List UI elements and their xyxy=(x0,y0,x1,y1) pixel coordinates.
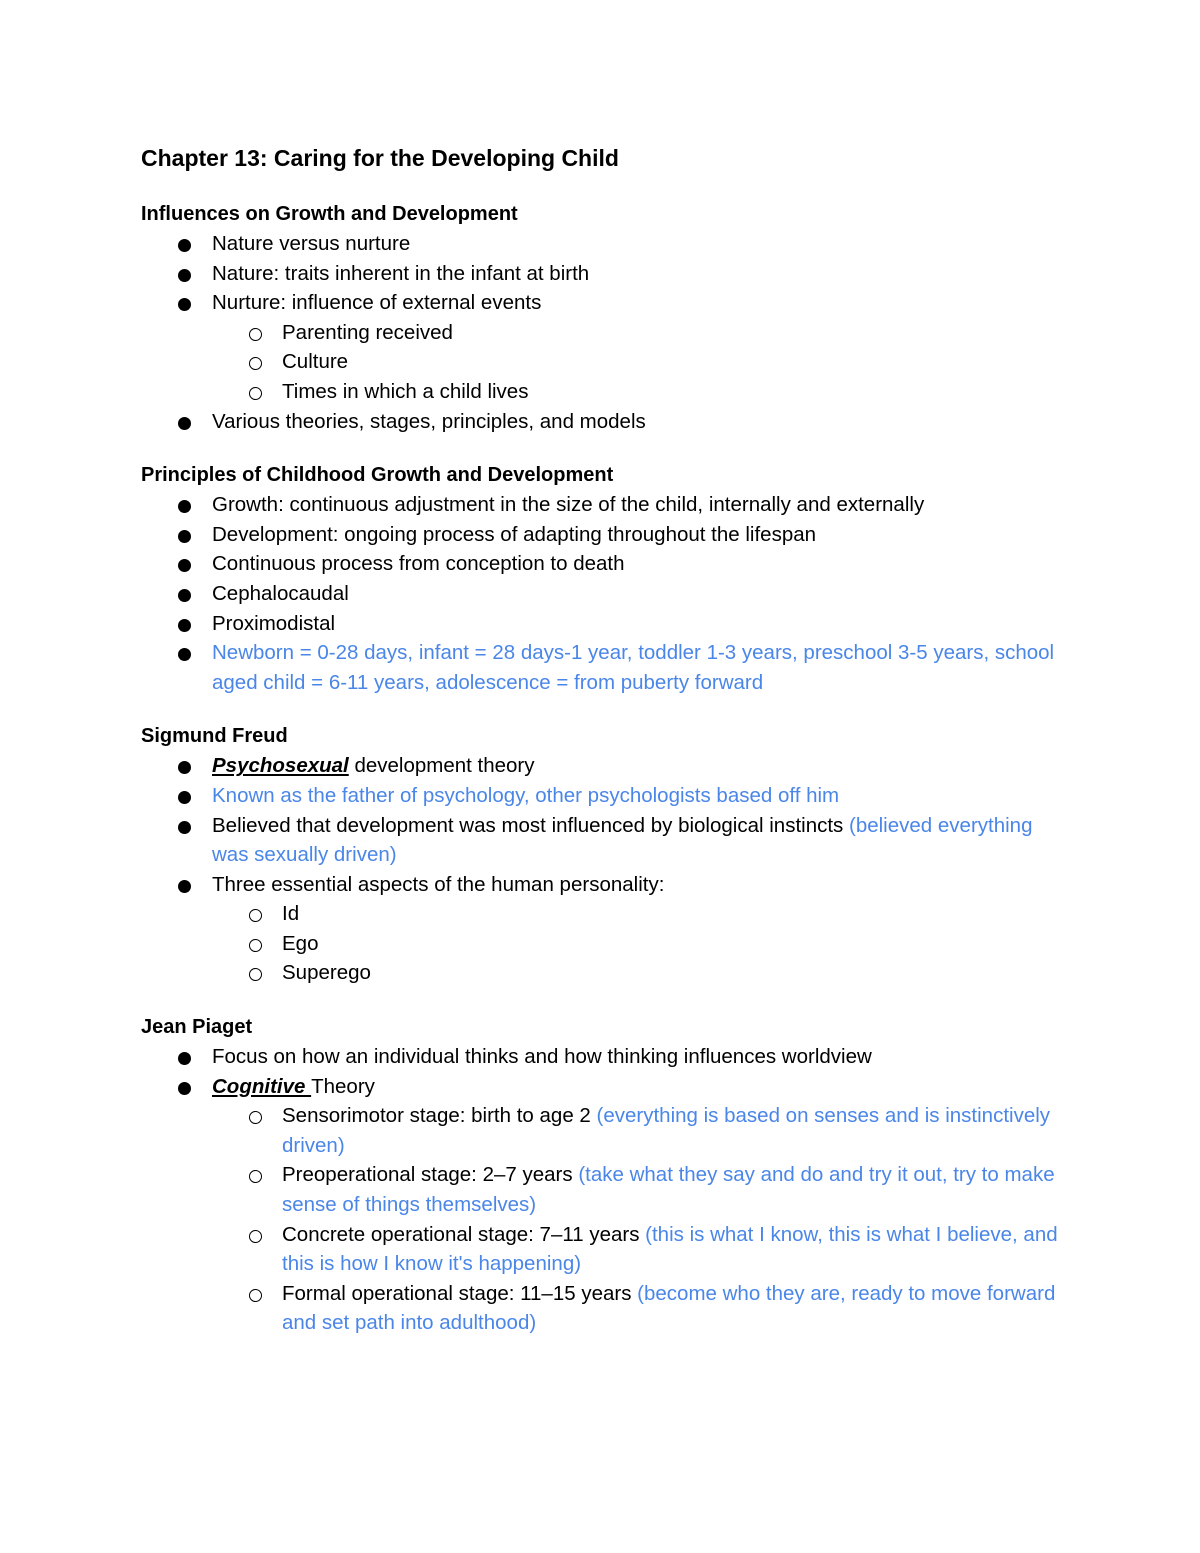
list-item: Various theories, stages, principles, and models xyxy=(141,407,1071,437)
section-heading-piaget: Jean Piaget xyxy=(141,1016,253,1039)
list-item-age-ranges xyxy=(141,638,1071,697)
bullet-circle-icon xyxy=(248,1101,264,1131)
list-item: Development: ongoing process of adapting throughout the lifespan xyxy=(141,520,1071,550)
bullet-dot-icon xyxy=(177,229,193,259)
annotation-note: (believed everything was sexually driven) xyxy=(212,813,1033,867)
list-item: Believed that development was most influenced by biological instincts (believed everything was sexually driven) xyxy=(141,811,1071,870)
list-item: Continuous process from conception to death xyxy=(141,549,1071,579)
freud-list xyxy=(141,751,1071,988)
influences-list xyxy=(141,229,1071,436)
bullet-dot-icon xyxy=(177,549,193,579)
bullet-circle-icon xyxy=(248,929,264,959)
document-title: Chapter 13: Caring for the Developing Child xyxy=(141,145,619,171)
sub-list-item: Sensorimotor stage: birth to age 2 (everything is based on senses and is instinctively driven) xyxy=(141,1101,1071,1160)
list-item xyxy=(141,781,1071,811)
bullet-dot-icon xyxy=(177,609,193,639)
section-heading-influences: Influences on Growth and Development xyxy=(141,203,518,225)
bullet-circle-icon xyxy=(248,1220,264,1250)
bullet-dot-icon xyxy=(177,288,193,318)
list-item: Growth: continuous adjustment in the size of the child, internally and externally xyxy=(141,490,1071,520)
list-item: Psychosexual development theory xyxy=(141,751,1071,781)
bullet-circle-icon xyxy=(248,958,264,988)
bullet-circle-icon xyxy=(248,1160,264,1190)
bullet-circle-icon xyxy=(248,1279,264,1309)
bullet-dot-icon xyxy=(177,520,193,550)
section-heading-principles: Principles of Childhood Growth and Development xyxy=(141,464,614,487)
list-item: Cognitive Theory xyxy=(141,1072,1071,1102)
document-body xyxy=(141,141,1071,1338)
piaget-list xyxy=(141,1042,1071,1338)
principles-list xyxy=(141,490,1071,697)
bullet-dot-icon xyxy=(177,870,193,900)
annotation-note: (take what they say and do and try it out, try to make sense of things themselves) xyxy=(282,1163,1055,1217)
list-item: Nature: traits inherent in the infant at birth xyxy=(141,259,1071,289)
sub-list-item: Id xyxy=(141,899,1071,929)
bullet-dot-icon xyxy=(177,490,193,520)
list-item: Focus on how an individual thinks and how thinking influences worldview xyxy=(141,1042,1071,1072)
annotation-note: Known as the father of psychology, other psychologists based off him xyxy=(212,783,840,807)
sub-list-item: Superego xyxy=(141,958,1071,988)
sub-list-item: Preoperational stage: 2–7 years (take what they say and do and try it out, try to make sense of things themselves) xyxy=(141,1160,1071,1219)
list-item: Three essential aspects of the human personality: xyxy=(141,870,1071,900)
list-item: Nurture: influence of external events xyxy=(141,288,1071,318)
annotation-note: (this is what I know, this is what I believe, and this is how I know it's happening) xyxy=(282,1222,1058,1276)
list-item: Proximodistal xyxy=(141,609,1071,639)
bullet-circle-icon xyxy=(248,347,264,377)
bullet-dot-icon xyxy=(177,1072,193,1102)
annotation-note: (become who they are, ready to move forward and set path into adulthood) xyxy=(282,1281,1056,1335)
sub-list-item: Times in which a child lives xyxy=(141,377,1071,407)
annotation-note: (everything is based on senses and is instinctively driven) xyxy=(282,1104,1051,1157)
bullet-dot-icon xyxy=(177,1042,193,1072)
bullet-dot-icon xyxy=(177,781,193,811)
sub-list-item: Ego xyxy=(141,929,1071,959)
bullet-circle-icon xyxy=(248,899,264,929)
annotation-note: Newborn = 0-28 days, infant = 28 days-1 year, toddler 1-3 years, preschool 3-5 years, school aged child = 6-11 years, adolescence = from puberty forward xyxy=(212,641,1055,694)
bullet-dot-icon xyxy=(177,811,193,841)
bullet-dot-icon xyxy=(177,638,193,668)
emphasized-term: Cognitive xyxy=(212,1074,312,1098)
bullet-dot-icon xyxy=(177,579,193,609)
section-heading-freud: Sigmund Freud xyxy=(141,725,288,748)
emphasized-term: Psychosexual xyxy=(212,754,349,778)
bullet-circle-icon xyxy=(248,318,264,348)
list-item: Nature versus nurture xyxy=(141,229,1071,259)
sub-list-item: Culture xyxy=(141,347,1071,377)
sub-list-item: Parenting received xyxy=(141,318,1071,348)
list-item: Cephalocaudal xyxy=(141,579,1071,609)
bullet-dot-icon xyxy=(177,407,193,437)
bullet-dot-icon xyxy=(177,751,193,781)
sub-list-item: Formal operational stage: 11–15 years (become who they are, ready to move forward and set path into adulthood) xyxy=(141,1279,1071,1338)
sub-list-item: Concrete operational stage: 7–11 years (this is what I know, this is what I believe, and this is how I know it's happening) xyxy=(141,1220,1071,1279)
bullet-dot-icon xyxy=(177,259,193,289)
bullet-circle-icon xyxy=(248,377,264,407)
